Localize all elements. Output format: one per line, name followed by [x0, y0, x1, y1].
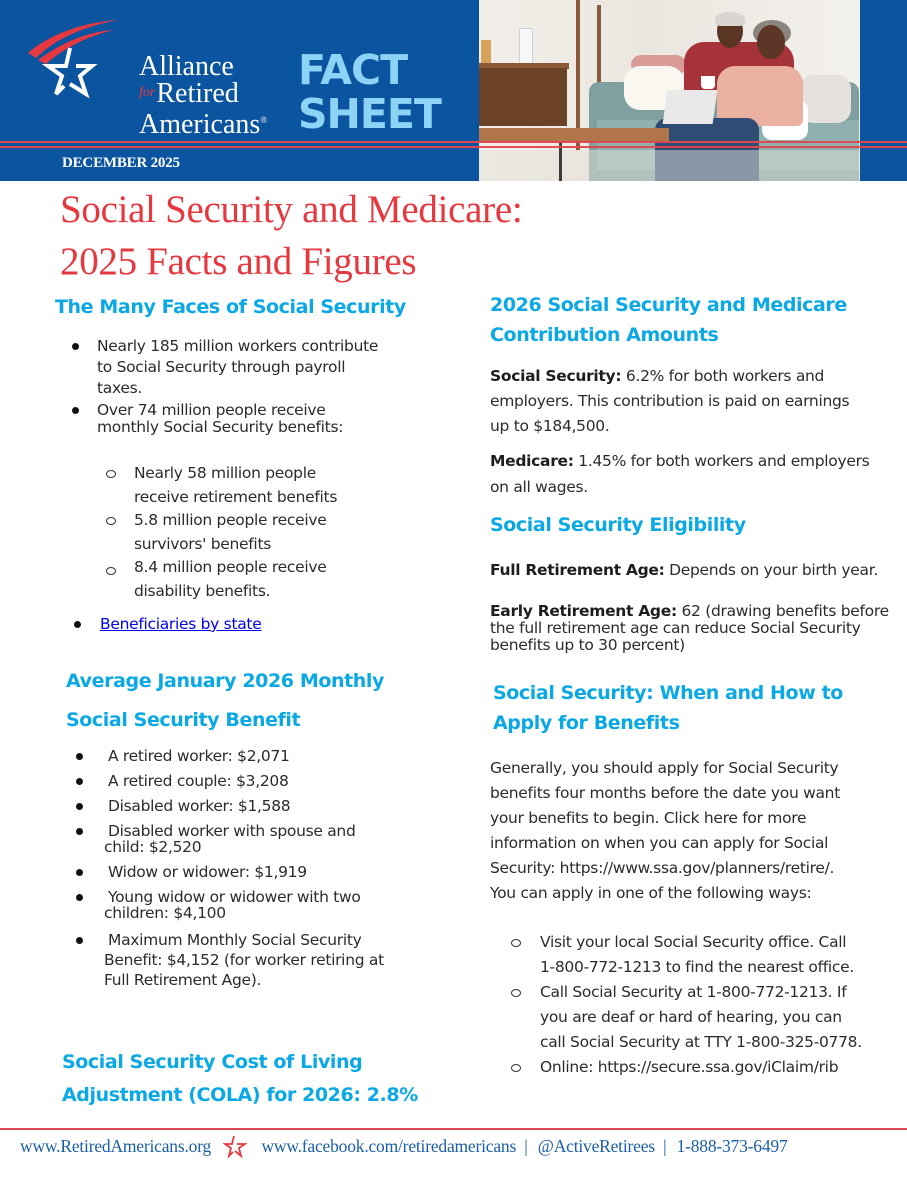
list-text: 8.4 million people receive	[134, 558, 327, 576]
text: on all wages.	[490, 478, 588, 496]
circle-bullet-icon	[106, 517, 116, 525]
header-banner	[0, 0, 907, 181]
logo-for: for	[139, 85, 156, 100]
text: 1.45% for both workers and employers	[573, 452, 870, 470]
label: Full Retirement Age:	[490, 561, 665, 579]
bullet-icon	[72, 343, 79, 350]
alliance-logo	[26, 18, 276, 140]
heading-how-to-apply	[493, 678, 843, 738]
bullet-icon	[74, 621, 81, 628]
beneficiaries-by-state-link[interactable]: Beneficiaries by state	[100, 615, 262, 633]
list-item	[68, 336, 448, 399]
footer	[20, 1134, 788, 1158]
list-text: Over 74 million people receive	[97, 401, 326, 419]
text: the full retirement age can reduce Social Security	[490, 619, 861, 637]
text: information on when you can apply for Social	[490, 834, 829, 852]
heading-line: Adjustment (COLA) for 2026: 2.8%	[62, 1084, 418, 1106]
logo-line-americans: Americans	[139, 109, 261, 140]
list-item	[72, 612, 412, 636]
list-item	[68, 402, 448, 436]
text: employers. This contribution is paid on earnings	[490, 392, 850, 410]
list-text: Visit your local Social Security office. Call	[540, 933, 847, 951]
bullet-icon	[76, 894, 83, 901]
text: your benefits to begin. Click here for more	[490, 809, 807, 827]
phone-number: 1-888-373-6497	[676, 1135, 788, 1156]
separator: |	[663, 1135, 667, 1156]
list-text: Young widow or widower with two	[108, 888, 361, 906]
circle-bullet-icon	[106, 470, 116, 478]
sub-list-item	[104, 509, 444, 556]
footer-divider	[0, 1128, 907, 1130]
text: Generally, you should apply for Social Security	[490, 759, 839, 777]
circle-bullet-icon	[511, 1064, 521, 1072]
text: 6.2% for both workers and	[621, 367, 825, 385]
heading-line: Social Security Benefit	[66, 709, 301, 731]
average-benefit-list	[74, 748, 434, 990]
heading-line: Social Security: When and How to	[493, 682, 843, 704]
label: Social Security:	[490, 367, 622, 385]
heading-many-faces: The Many Faces of Social Security	[55, 296, 406, 318]
list-text: monthly Social Security benefits:	[97, 418, 344, 436]
heading-line: Social Security Cost of Living	[62, 1051, 363, 1073]
apply-paragraph	[490, 756, 900, 906]
list-item	[74, 889, 434, 921]
early-retirement-age	[490, 603, 905, 654]
beneficiaries-link-list	[72, 612, 412, 636]
logo-line-retired: Retired	[156, 78, 239, 109]
bullet-icon	[72, 407, 79, 414]
sheet-label: SHEET	[298, 90, 441, 138]
title-line-1: Social Security and Medicare:	[60, 188, 523, 231]
registered-mark: ®	[260, 115, 268, 125]
list-text: Online: https://secure.ssa.gov/iClaim/rib	[540, 1058, 839, 1076]
list-item	[74, 930, 434, 990]
sub-list-item	[510, 980, 905, 1055]
circle-bullet-icon	[511, 939, 521, 947]
logo-wordmark	[139, 51, 268, 140]
header-photo	[479, 0, 860, 181]
list-text: Benefit: $4,152 (for worker retiring at	[104, 951, 384, 969]
list-text: Call Social Security at 1-800-772-1213. If	[540, 983, 847, 1001]
bullet-icon	[76, 828, 83, 835]
list-text: Nearly 185 million workers contribute	[97, 337, 379, 355]
list-text: call Social Security at TTY 1-800-325-0778.	[540, 1033, 862, 1051]
circle-bullet-icon	[106, 567, 116, 575]
list-text: taxes.	[97, 379, 143, 397]
medicare-contribution	[490, 448, 900, 500]
bullet-icon	[76, 937, 83, 944]
twitter-handle-link[interactable]: @ActiveRetirees	[537, 1135, 655, 1156]
list-text: to Social Security through payroll	[97, 358, 346, 376]
fact-sheet-label	[298, 48, 441, 136]
beneficiaries-sublist	[104, 462, 444, 603]
bullet-icon	[76, 778, 83, 785]
fact-label: FACT	[298, 46, 408, 94]
bullet-icon	[76, 803, 83, 810]
label: Medicare:	[490, 452, 574, 470]
text: benefits four months before the date you want	[490, 784, 840, 802]
list-text: children: $4,100	[104, 904, 226, 922]
list-text: disability benefits.	[134, 581, 271, 600]
list-text: you are deaf or hard of hearing, you can	[540, 1008, 842, 1026]
list-text: Disabled worker: $1,588	[108, 797, 291, 815]
social-security-contribution	[490, 364, 900, 439]
list-text: 5.8 million people receive	[134, 511, 327, 529]
sub-list-item	[510, 930, 905, 980]
sub-list-item	[510, 1055, 905, 1080]
page-title	[60, 184, 522, 288]
heading-line: 2026 Social Security and Medicare	[490, 294, 847, 316]
text: You can apply in one of the following ways:	[490, 884, 812, 902]
bullet-icon	[76, 869, 83, 876]
star-swoosh-icon	[26, 18, 121, 98]
text: Security: https://www.ssa.gov/planners/retire/.	[490, 859, 835, 877]
title-line-2: 2025 Facts and Figures	[60, 240, 417, 283]
star-icon	[223, 1134, 247, 1158]
list-item	[74, 748, 434, 764]
text: Depends on your birth year.	[664, 561, 878, 579]
list-item	[74, 798, 434, 814]
list-text: A retired couple: $3,208	[108, 772, 289, 790]
separator: |	[524, 1135, 528, 1156]
list-text: child: $2,520	[104, 838, 202, 856]
text: benefits up to 30 percent)	[490, 636, 685, 654]
text: up to $184,500.	[490, 417, 610, 435]
heading-line: Average January 2026 Monthly	[66, 670, 385, 692]
label: Early Retirement Age:	[490, 602, 677, 620]
list-text: 1-800-772-1213 to find the nearest office.	[540, 958, 854, 976]
website-link[interactable]: www.RetiredAmericans.org	[20, 1135, 212, 1156]
heading-cola	[62, 1046, 418, 1112]
logo-line-alliance: Alliance	[139, 51, 234, 82]
facebook-link[interactable]: www.facebook.com/retiredamericans	[261, 1135, 517, 1156]
list-text: receive retirement benefits	[134, 487, 338, 506]
list-text: Full Retirement Age).	[104, 971, 262, 989]
list-item	[74, 823, 434, 855]
heading-line: Contribution Amounts	[490, 324, 719, 346]
circle-bullet-icon	[511, 989, 521, 997]
full-retirement-age	[490, 558, 900, 582]
list-text: Nearly 58 million people	[134, 464, 316, 482]
list-text: A retired worker: $2,071	[108, 747, 290, 765]
list-item	[74, 864, 434, 880]
list-text: Maximum Monthly Social Security	[108, 931, 362, 949]
faces-list	[68, 336, 448, 436]
apply-ways-list	[510, 930, 905, 1080]
list-text: Disabled worker with spouse and	[108, 822, 356, 840]
heading-contribution	[490, 290, 847, 350]
sub-list-item	[104, 556, 444, 603]
heading-average-benefit	[66, 662, 384, 740]
text: 62 (drawing benefits before	[676, 602, 889, 620]
list-item	[74, 773, 434, 789]
list-text: Widow or widower: $1,919	[108, 863, 307, 881]
heading-line: Apply for Benefits	[493, 712, 680, 734]
bullet-icon	[76, 753, 83, 760]
issue-date: DECEMBER 2025	[62, 155, 180, 171]
sub-list-item	[104, 462, 444, 509]
list-text: survivors' benefits	[134, 534, 271, 553]
heading-eligibility: Social Security Eligibility	[490, 514, 746, 536]
